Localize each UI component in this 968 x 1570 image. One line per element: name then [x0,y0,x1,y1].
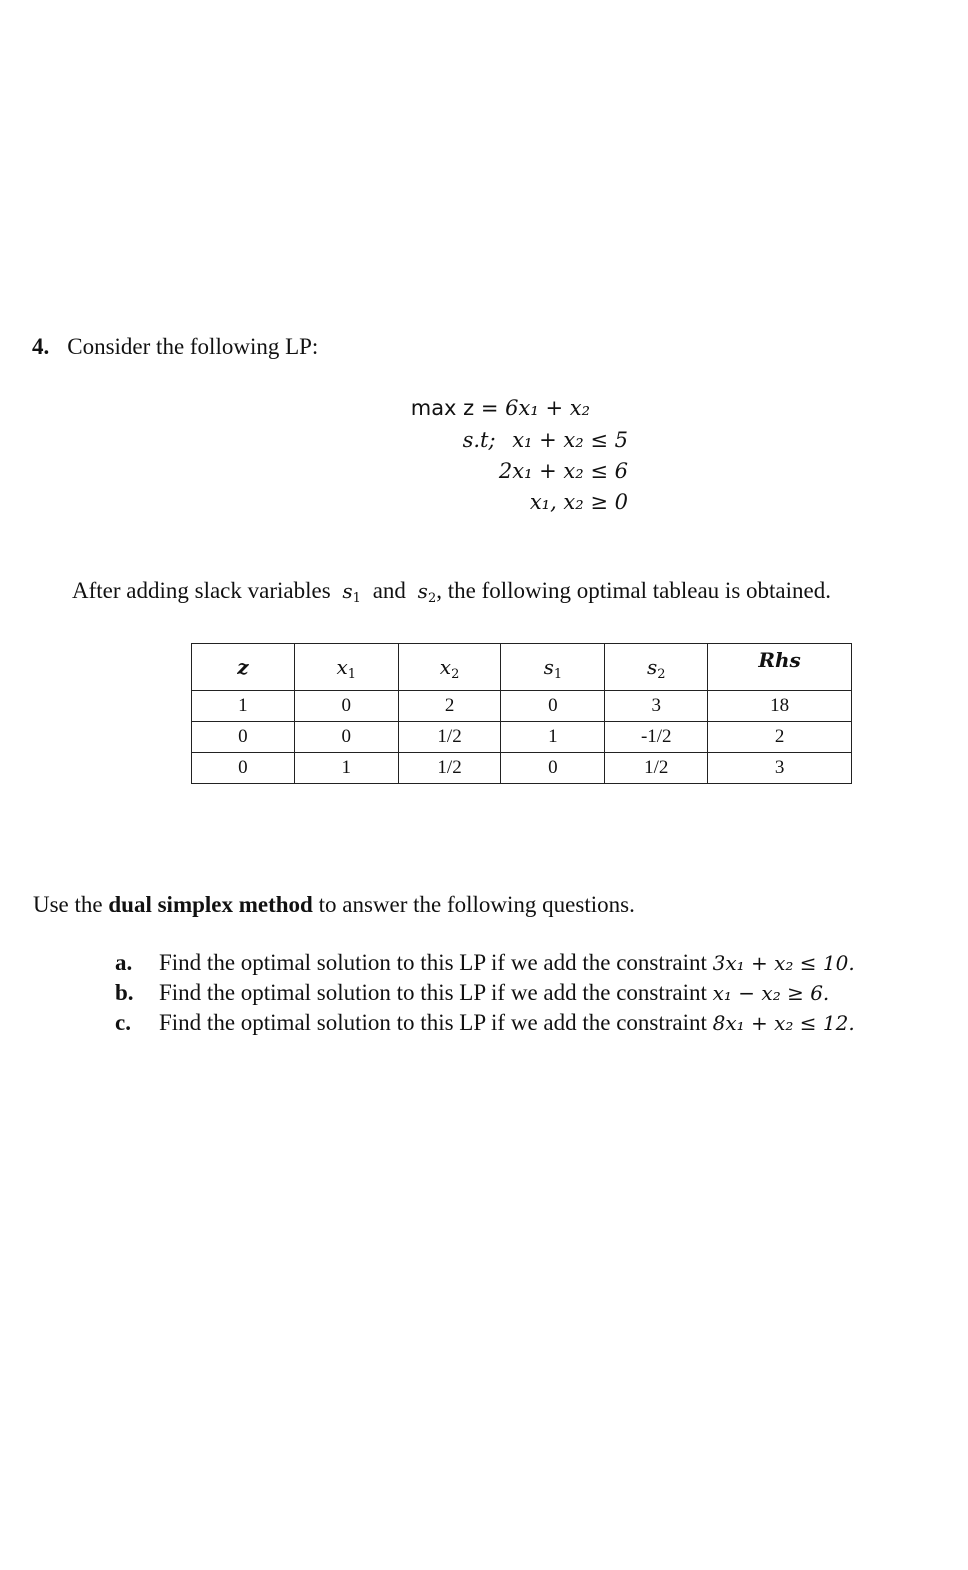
table-cell: 3 [605,691,708,722]
question-label: c. [115,1010,131,1035]
intro-and: and [372,578,406,603]
lp-constraint-1-expr: x₁ + x₂ ≤ 5 [512,428,628,452]
table-cell: 1/2 [605,753,708,784]
table-cell: 1 [294,753,398,784]
header-z: z [192,644,295,691]
table-cell: 1/2 [398,722,501,753]
lp-constraint-2-expr: 2x₁ + x₂ ≤ 6 [498,459,628,483]
intro-text-1: After adding slack variables [72,578,331,603]
table-cell: 0 [294,691,398,722]
question-expr: 3x₁ + x₂ ≤ 10. [712,951,855,975]
header-rhs: Rhs [708,644,852,691]
table-cell: 0 [294,722,398,753]
header-x2: $x_2$ [398,644,501,691]
instruction-bold: dual simplex method [108,892,313,917]
table-cell: 2 [708,722,852,753]
lp-nonnegativity-expr: x₁, x₂ ≥ 0 [529,490,628,514]
problem-heading-text: Consider the following LP: [67,334,319,359]
intro-sentence [72,578,831,604]
question-a [115,950,855,976]
lp-constraint-1 [463,428,628,452]
table-cell: 0 [192,753,295,784]
instruction-text-2: to answer the following questions. [318,892,635,917]
table-cell: 1/2 [398,753,501,784]
lp-constraint-2 [499,459,628,483]
table-cell: 18 [708,691,852,722]
table-cell: 2 [398,691,501,722]
table-cell: 0 [501,691,605,722]
question-expr: x₁ − x₂ ≥ 6. [712,981,830,1005]
table-row [192,753,852,784]
question-b [115,980,829,1006]
lp-objective-label: max z = [410,396,499,420]
lp-st-label: s.t; [462,428,496,452]
question-c [115,1010,855,1036]
question-label: a. [115,950,133,975]
problem-heading [32,334,318,360]
table-row [192,691,852,722]
table-cell: 1 [501,722,605,753]
question-text: Find the optimal solution to this LP if we add the constraint [159,950,707,975]
intro-text-2: , the following optimal tableau is obtained. [436,578,831,603]
table-cell: -1/2 [605,722,708,753]
lp-nonnegativity [530,490,628,514]
header-s2: $s_2$ [605,644,708,691]
problem-number: 4. [32,334,50,359]
table-cell: 3 [708,753,852,784]
table-cell: 1 [192,691,295,722]
table-row [192,722,852,753]
slack-var-2: $s_2$ [417,579,437,606]
header-s1: $s_1$ [501,644,605,691]
optimal-tableau [191,643,852,784]
question-expr: 8x₁ + x₂ ≤ 12. [712,1011,855,1035]
instruction-text-1: Use the [33,892,103,917]
slack-var-1: $s_1$ [342,579,361,606]
header-x1: $x_1$ [294,644,398,691]
tableau-header-row [192,644,852,691]
question-text: Find the optimal solution to this LP if we add the constraint [159,980,707,1005]
question-text: Find the optimal solution to this LP if we add the constraint [159,1010,707,1035]
instruction [33,892,635,918]
lp-objective-expr: 6x₁ + x₂ [505,396,590,420]
table-cell: 0 [501,753,605,784]
table-cell: 0 [192,722,295,753]
question-label: b. [115,980,134,1005]
lp-objective [411,396,590,420]
